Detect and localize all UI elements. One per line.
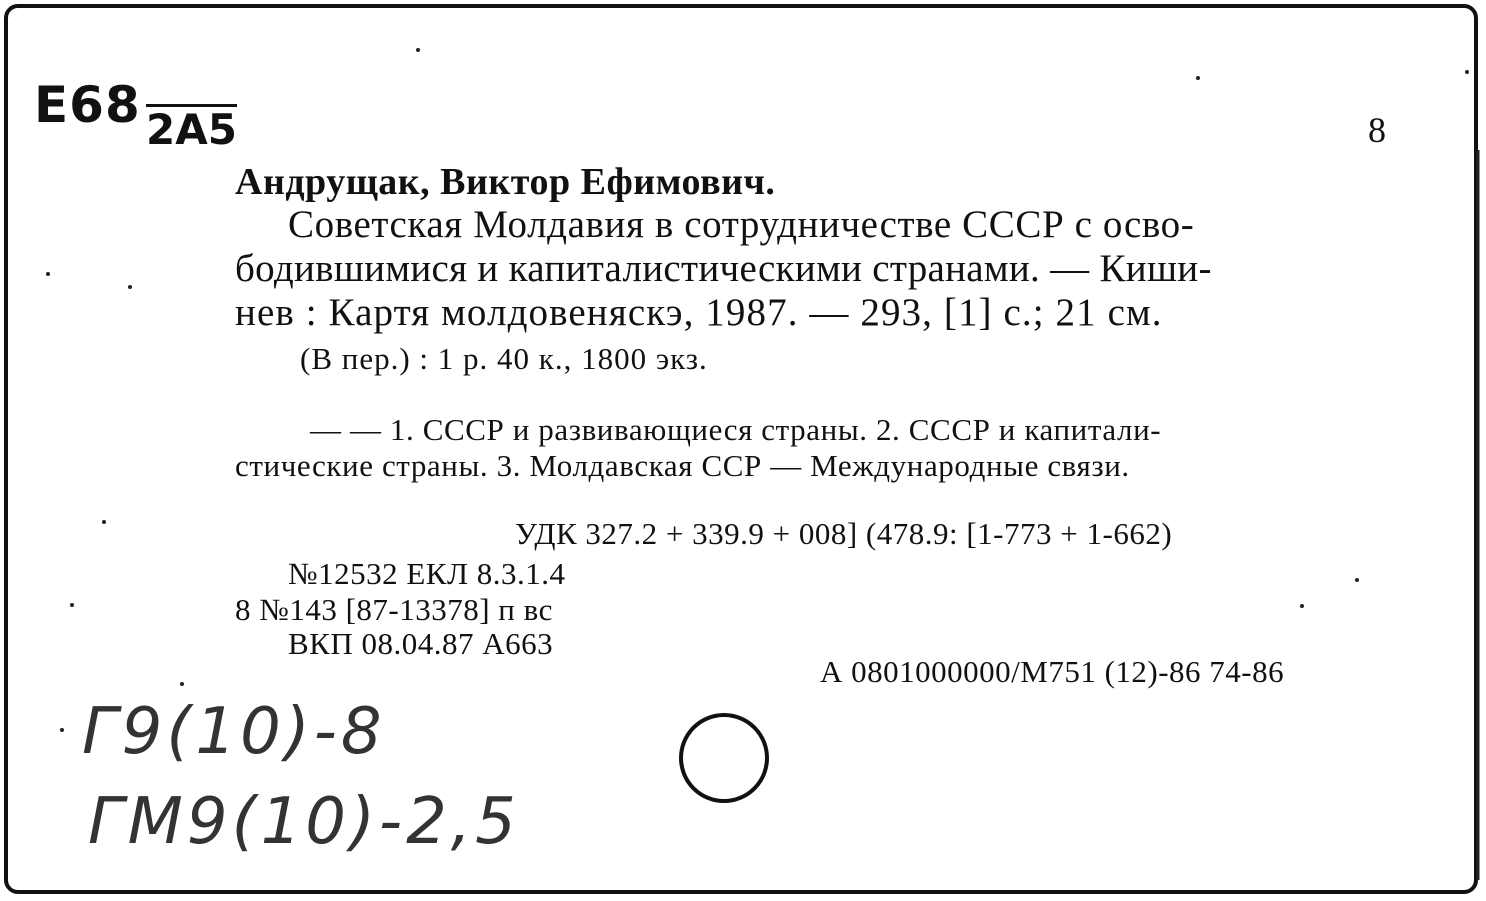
subjects-line-2: стические страны. 3. Молдавская ССР — Международные связи. bbox=[235, 448, 1130, 483]
speck bbox=[46, 272, 50, 276]
speck bbox=[180, 682, 184, 686]
udc-classification: УДК 327.2 + 339.9 + 008] (478.9: [1-773 + 1-662) bbox=[515, 516, 1173, 551]
shelfmark: Е68 bbox=[34, 76, 141, 134]
registry-line-2: 8 №143 [87-13378] п вс bbox=[235, 592, 553, 627]
author-heading: Андрущак, Виктор Ефимович. bbox=[235, 161, 776, 203]
handwritten-note-2: ГМ9(10)-2,5 bbox=[88, 785, 520, 859]
speck bbox=[1465, 70, 1469, 74]
speck bbox=[70, 603, 74, 607]
speck bbox=[102, 520, 106, 524]
speck bbox=[128, 285, 132, 289]
speck bbox=[1355, 578, 1359, 582]
index-code: А 0801000000/М751 (12)-86 74-86 bbox=[820, 654, 1285, 689]
price-line: (В пер.) : 1 р. 40 к., 1800 экз. bbox=[300, 341, 708, 376]
subjects-line-1: — — 1. СССР и развивающиеся страны. 2. СССР и капитали- bbox=[310, 412, 1162, 447]
title-line-1: Советская Молдавия в сотрудничестве СССР с осво- bbox=[288, 203, 1195, 246]
handwritten-note-1: Г9(10)-8 bbox=[82, 695, 386, 769]
title-line-2: бодившимися и капиталистическими странами. — Киши- bbox=[235, 247, 1212, 290]
speck bbox=[1196, 76, 1200, 80]
punch-hole-circle bbox=[681, 715, 767, 801]
shelfmark-subscript: 2А5 bbox=[146, 105, 237, 154]
registry-line-3: ВКП 08.04.87 А663 bbox=[288, 626, 554, 661]
speck bbox=[60, 728, 64, 732]
card-number: 8 bbox=[1368, 110, 1386, 150]
registry-line-1: №12532 ЕКЛ 8.3.1.4 bbox=[288, 556, 566, 591]
speck bbox=[416, 48, 420, 52]
title-line-3: нев : Картя молдовеняскэ, 1987. — 293, [1] с.; 21 см. bbox=[235, 291, 1163, 334]
speck bbox=[1300, 604, 1304, 608]
